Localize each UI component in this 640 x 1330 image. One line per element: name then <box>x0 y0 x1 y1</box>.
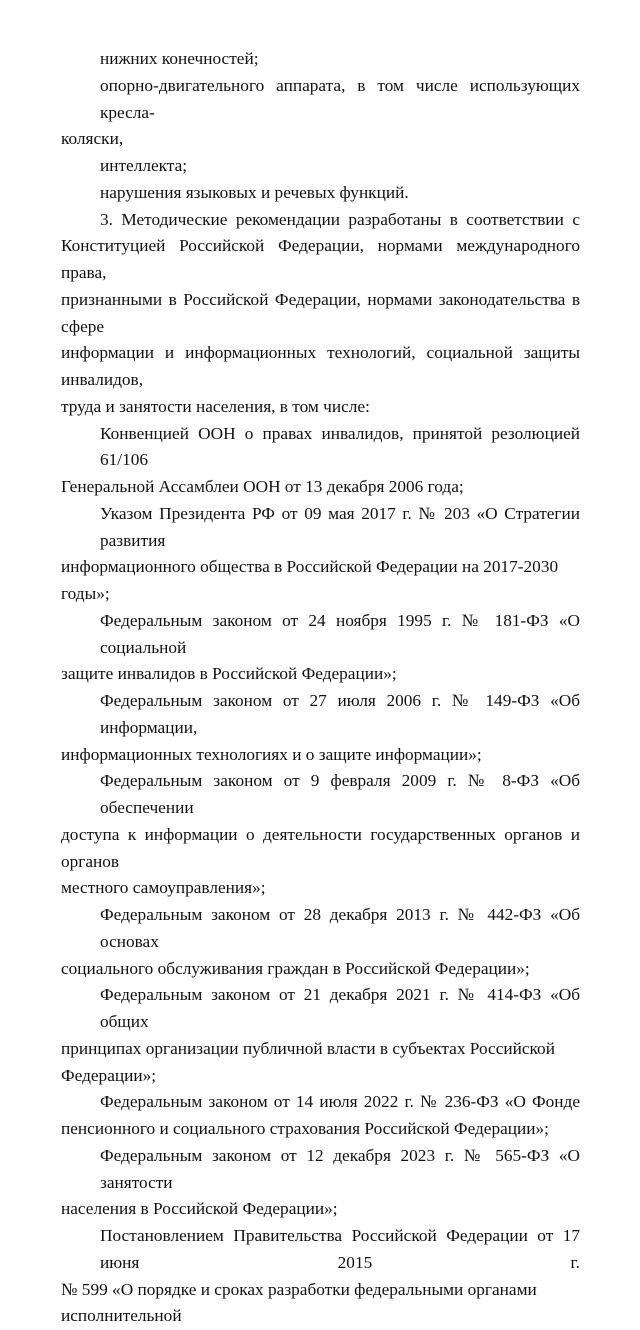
paragraph <box>61 1143 580 1223</box>
paragraph <box>61 501 580 608</box>
text-line: Федеральным законом от 21 декабря 2021 г. № 414-ФЗ «Об общих <box>61 982 580 1036</box>
text-line: принципах организации публичной власти в субъектах Российской Федерации»; <box>61 1036 580 1090</box>
text-line: Постановлением Правительства Российской Федерации от 17 июня 2015 г. <box>61 1223 580 1277</box>
text-line: Федеральным законом от 9 февраля 2009 г. № 8-ФЗ «Об обеспечении <box>61 768 580 822</box>
text-line: местного самоуправления»; <box>61 875 580 902</box>
paragraph <box>61 608 580 688</box>
text-line: нарушения языковых и речевых функций. <box>61 180 580 207</box>
text-line: Конституцией Российской Федерации, нормами международного права, <box>61 233 580 287</box>
paragraph <box>61 1089 580 1143</box>
text-line: интеллекта; <box>61 153 580 180</box>
paragraph <box>61 902 580 982</box>
text-line: информации и информационных технологий, социальной защиты инвалидов, <box>61 340 580 394</box>
paragraph <box>61 688 580 768</box>
text-line: признанными в Российской Федерации, нормами законодательства в сфере <box>61 287 580 341</box>
text-line: доступа к информации о деятельности государственных органов и органов <box>61 822 580 876</box>
text-line: социального обслуживания граждан в Российской Федерации»; <box>61 956 580 983</box>
paragraph <box>61 153 580 180</box>
paragraph <box>61 982 580 1089</box>
text-line: опорно-двигательного аппарата, в том числе использующих кресла- <box>61 73 580 127</box>
paragraph <box>61 421 580 501</box>
paragraph <box>61 768 580 902</box>
text-line: Федеральным законом от 24 ноября 1995 г. № 181-ФЗ «О социальной <box>61 608 580 662</box>
text-line: Указом Президента РФ от 09 мая 2017 г. № 203 «О Стратегии развития <box>61 501 580 555</box>
text-line: № 599 «О порядке и сроках разработки федеральными органами исполнительной <box>61 1277 580 1330</box>
text-line: 3. Методические рекомендации разработаны в соответствии с <box>61 207 580 234</box>
document-page <box>61 46 580 1330</box>
text-line: Федеральным законом от 12 декабря 2023 г. № 565-ФЗ «О занятости <box>61 1143 580 1197</box>
text-line: Конвенцией ООН о правах инвалидов, принятой резолюцией 61/106 <box>61 421 580 475</box>
paragraph <box>61 1223 580 1330</box>
text-line: Генеральной Ассамблеи ООН от 13 декабря 2006 года; <box>61 474 580 501</box>
text-line: труда и занятости населения, в том числе: <box>61 394 580 421</box>
paragraph <box>61 207 580 421</box>
paragraph <box>61 73 580 153</box>
text-line: пенсионного и социального страхования Российской Федерации»; <box>61 1116 580 1143</box>
text-line: информационных технологиях и о защите информации»; <box>61 742 580 769</box>
text-line: населения в Российской Федерации»; <box>61 1196 580 1223</box>
text-line: Федеральным законом от 28 декабря 2013 г. № 442-ФЗ «Об основах <box>61 902 580 956</box>
text-line: Федеральным законом от 14 июля 2022 г. № 236-ФЗ «О Фонде <box>61 1089 580 1116</box>
text-line: защите инвалидов в Российской Федерации»; <box>61 661 580 688</box>
text-line: информационного общества в Российской Федерации на 2017-2030 годы»; <box>61 554 580 608</box>
paragraph <box>61 46 580 73</box>
text-line: Федеральным законом от 27 июля 2006 г. № 149-ФЗ «Об информации, <box>61 688 580 742</box>
text-line: нижних конечностей; <box>61 46 580 73</box>
paragraph <box>61 180 580 207</box>
text-line: коляски, <box>61 126 580 153</box>
